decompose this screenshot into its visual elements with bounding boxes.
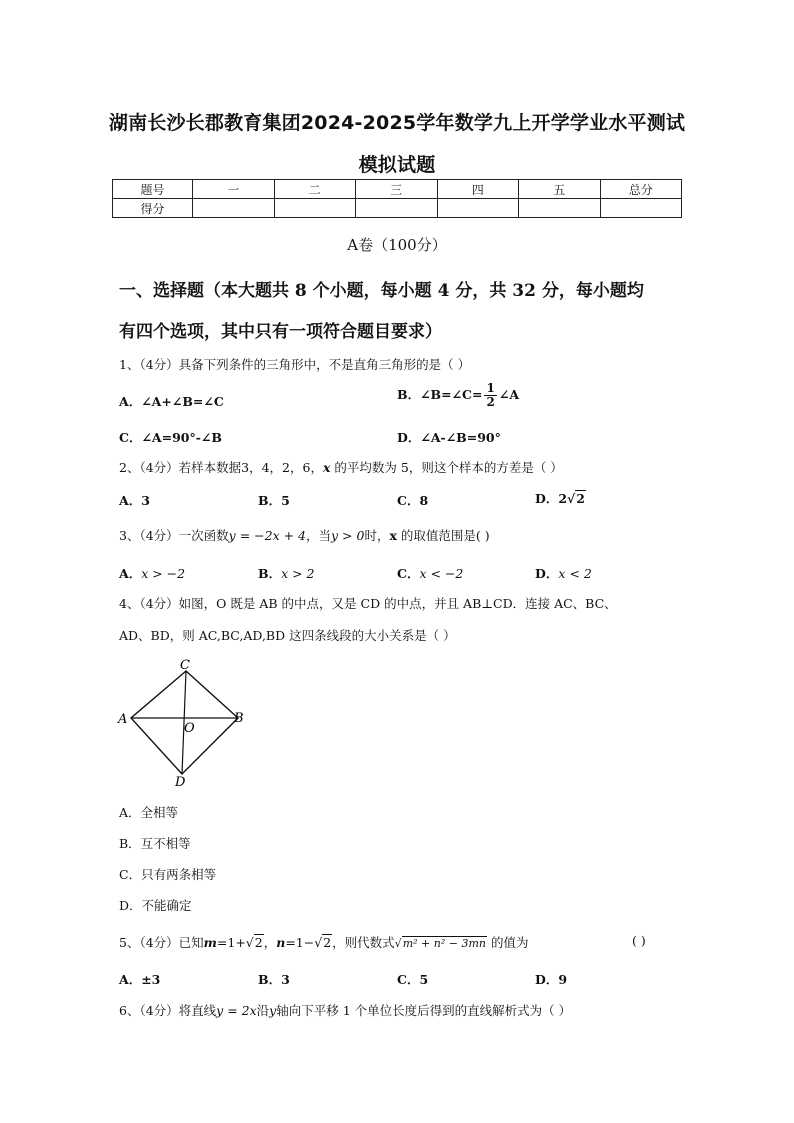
q3-stem-prefix: 3、（4分）一次函数 — [119, 528, 229, 543]
q4-option-d: D．不能确定 — [119, 898, 192, 913]
q3-stem — [119, 526, 490, 544]
figure-label-c: C — [180, 658, 190, 673]
score-table — [112, 179, 682, 218]
score-blank-cell[interactable] — [274, 199, 356, 218]
q5-option-b: B．3 — [258, 972, 290, 987]
score-table-header-cell: 题号 — [113, 180, 193, 199]
q6-stem — [119, 1001, 571, 1019]
q5-m-label: m — [203, 935, 217, 950]
q2-stem — [119, 458, 563, 476]
q3-option-c-label: C． — [397, 566, 420, 581]
q1-option-a: A．∠A+∠B=∠C — [119, 394, 224, 409]
exam-title-line2: 模拟试题 — [358, 154, 436, 176]
sqrt-radicand: m² + n² − 3mn — [402, 937, 486, 950]
q5-suffix: 的值为 — [490, 935, 529, 950]
q2-option-d-prefix: D．2 — [535, 491, 568, 506]
score-blank-cell[interactable] — [356, 199, 438, 218]
section1-heading-line2: 有四个选项，其中只有一项符合题目要求） — [119, 322, 442, 342]
q5-sep: ， — [263, 935, 277, 950]
q3-stem-suffix: 的取值范围是( ) — [396, 528, 490, 543]
q3-option-b-expr: x > 2 — [281, 566, 315, 581]
score-blank-cell[interactable] — [600, 199, 682, 218]
q3-option-b — [258, 564, 315, 582]
q1-option-d: D．∠A-∠B=90° — [397, 430, 501, 445]
fraction-denominator: 2 — [486, 395, 495, 409]
q2-stem-var: x — [322, 460, 331, 475]
q5-expr-sqrt: √m² + n² − 3mn — [394, 937, 486, 950]
q3-stem-expr: y = −2x + 4 — [228, 528, 306, 543]
figure-label-a: A — [118, 712, 128, 727]
q5-n-expr: =1− — [285, 935, 315, 950]
q5-option-c: C．5 — [397, 972, 429, 987]
score-blank-cell[interactable] — [193, 199, 275, 218]
q4-option-c: C．只有两条相等 — [119, 867, 217, 882]
q3-stem-mid: ，当 — [306, 528, 332, 543]
section1-heading-line1: 一、选择题（本大题共 8 个小题，每小题 4 分，共 32 分，每小题均 — [119, 281, 644, 301]
score-table-header-cell: 五 — [519, 180, 601, 199]
q3-stem-var: x — [389, 528, 397, 543]
sqrt-radicand: 2 — [254, 935, 263, 950]
q5-option-a: A．±3 — [119, 972, 161, 987]
q2-option-a: A．3 — [119, 493, 150, 508]
q1-option-c: C．∠A=90°-∠B — [119, 430, 222, 445]
q3-stem-mid2: 时， — [364, 528, 390, 543]
q5-n-sqrt: √2 — [314, 935, 332, 950]
q4-stem-line1: 4、（4分）如图，O 既是 AB 的中点，又是 CD 的中点，并且 AB⊥CD．连接 AC、BC、 — [119, 596, 617, 611]
score-table-header-cell: 一 — [193, 180, 275, 199]
q3-option-a — [119, 564, 185, 582]
figure-label-o: O — [184, 721, 195, 736]
q1-stem: 1、（4分）具备下列条件的三角形中，不是直角三角形的是（ ） — [119, 357, 471, 372]
q6-stem-var: y — [269, 1003, 277, 1018]
score-table-header-cell: 三 — [356, 180, 438, 199]
q5-mid: ，则代数式 — [332, 935, 395, 950]
fraction-numerator: 1 — [486, 381, 495, 395]
score-table-header-row — [113, 180, 682, 199]
q2-option-d — [535, 489, 586, 507]
q3-option-a-expr: x > −2 — [141, 566, 186, 581]
q3-option-c — [397, 564, 463, 582]
q3-option-d-expr: x < 2 — [558, 566, 592, 581]
score-label-cell: 得分 — [113, 199, 193, 218]
q2-stem-suffix: 的平均数为 5，则这个样本的方差是（ ） — [330, 460, 563, 475]
q4-option-b: B．互不相等 — [119, 836, 191, 851]
q5-n-label: n — [276, 935, 286, 950]
score-table-header-cell: 总分 — [600, 180, 682, 199]
q3-option-d — [535, 564, 592, 582]
sqrt-radicand: 2 — [576, 491, 585, 506]
q3-stem-cond: y > 0 — [331, 528, 365, 543]
q1-option-b-fraction — [484, 382, 496, 409]
q2-stem-prefix: 2、（4分）若样本数据3，4，2，6， — [119, 460, 323, 475]
q4-option-a: A．全相等 — [119, 805, 179, 820]
figure-label-b: B — [234, 711, 244, 726]
score-blank-cell[interactable] — [519, 199, 601, 218]
sqrt-radicand: 2 — [323, 935, 332, 950]
q1-option-b-suffix: ∠A — [498, 387, 520, 402]
q4-stem-line2: AD、BD，则 AC,BC,AD,BD 这四条线段的大小关系是（ ） — [119, 628, 456, 643]
q5-option-d: D．9 — [535, 972, 568, 987]
volume-heading: A卷（100分） — [347, 236, 447, 254]
q3-option-c-expr: x < −2 — [419, 566, 464, 581]
q1-option-b — [397, 382, 519, 409]
q5-stem-prefix: 5、（4分）已知 — [119, 935, 204, 950]
q2-option-b: B．5 — [258, 493, 290, 508]
q4-rhombus-figure — [114, 656, 254, 792]
q6-stem-prefix: 6、（4分）将直线 — [119, 1003, 217, 1018]
score-table-header-cell: 二 — [274, 180, 356, 199]
q6-stem-suffix: 轴向下平移 1 个单位长度后得到的直线解析式为（ ） — [276, 1003, 572, 1018]
q5-m-expr: =1+ — [216, 935, 246, 950]
q6-stem-mid: 沿 — [256, 1003, 270, 1018]
figure-label-d: D — [175, 775, 186, 790]
q5-m-sqrt: √2 — [245, 935, 263, 950]
q3-option-d-label: D． — [535, 566, 559, 581]
score-blank-cell[interactable] — [437, 199, 519, 218]
q3-option-b-label: B． — [258, 566, 282, 581]
q1-option-b-prefix: B．∠B=∠C= — [397, 387, 483, 402]
exam-title-line1: 湖南长沙长郡教育集团2024-2025学年数学九上开学学业水平测试 — [108, 112, 686, 134]
q5-answer-paren: ( ) — [632, 933, 646, 948]
q6-stem-expr: y = 2x — [216, 1003, 257, 1018]
q2-option-c: C．8 — [397, 493, 429, 508]
score-table-header-cell: 四 — [437, 180, 519, 199]
score-table-score-row — [113, 199, 682, 218]
q5-stem — [119, 933, 528, 951]
sqrt-expression: √2 — [567, 491, 585, 506]
q3-option-a-label: A． — [119, 566, 142, 581]
